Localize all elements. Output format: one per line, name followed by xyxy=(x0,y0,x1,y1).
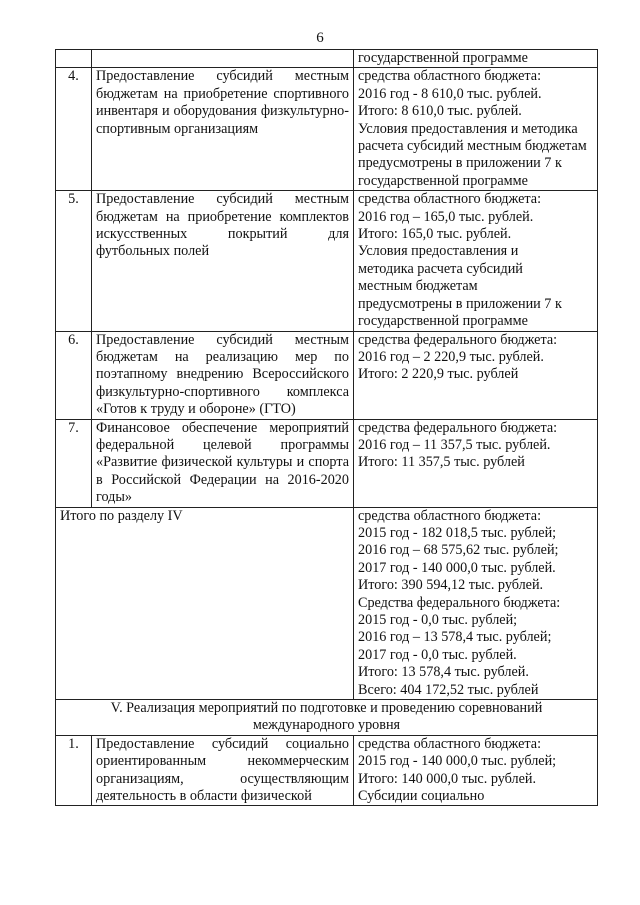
continuation-row xyxy=(56,50,598,68)
section-total-funding-line: 2016 год – 68 575,62 тыс. рублей; xyxy=(358,542,559,559)
table-funding-line: 2016 год - 8 610,0 тыс. рублей. xyxy=(358,85,542,102)
section-total-funding-line: Средства федерального бюджета: xyxy=(358,594,561,611)
table-row xyxy=(56,191,598,331)
section-total-funding-line: 2016 год – 13 578,4 тыс. рублей; xyxy=(358,629,552,646)
continuation-num-cell xyxy=(56,50,92,68)
section-item-row xyxy=(56,735,598,806)
section-item-funding-line: 2015 год - 140 000,0 тыс. рублей; xyxy=(358,753,557,770)
table-funding-line: Итого: 165,0 тыс. рублей. xyxy=(358,226,512,243)
section-total-funding-line: Итого: 13 578,4 тыс. рублей. xyxy=(358,664,529,681)
section-item-funding-line: Итого: 140 000,0 тыс. рублей. xyxy=(358,770,537,787)
table-row xyxy=(56,68,598,191)
section-item-funding-line: средства областного бюджета: xyxy=(358,735,542,752)
table-funding xyxy=(354,68,598,191)
continuation-fin-cell: государственной программе xyxy=(354,50,598,68)
table-description xyxy=(92,68,354,191)
table-funding-line: 2016 год – 2 220,9 тыс. рублей. xyxy=(358,348,544,365)
table-funding-line: Итого: 2 220,9 тыс. рублей xyxy=(358,366,519,383)
section-total-funding-line: 2015 год - 0,0 тыс. рублей; xyxy=(358,612,518,628)
table-funding-line: средства областного бюджета: xyxy=(358,68,542,85)
program-table xyxy=(55,49,598,806)
section-total-funding-line: Итого: 390 594,12 тыс. рублей. xyxy=(358,577,544,594)
table-description xyxy=(92,331,354,419)
table-description-text: Предоставление субсидий местным бюджетам на приобретение спортивного инвентаря и оборудования физкультурно-спортивным организациям xyxy=(96,68,349,137)
section-heading: V. Реализация мероприятий по подготовке и проведению соревнований международного уровня xyxy=(56,700,598,736)
section-total-row xyxy=(56,507,598,699)
table-funding-line: 2016 год – 165,0 тыс. рублей. xyxy=(358,208,534,225)
section-total-funding-line: средства областного бюджета: xyxy=(358,507,542,524)
table-funding-line: средства федерального бюджета: xyxy=(358,331,558,348)
table-funding xyxy=(354,331,598,419)
table-row xyxy=(56,419,598,507)
table-funding-line: Итого: 8 610,0 тыс. рублей. xyxy=(358,103,522,120)
section-total-label: Итого по разделу IV xyxy=(56,507,354,699)
section-item-number: 1. xyxy=(56,735,92,806)
continuation-desc-cell xyxy=(92,50,354,68)
section-total-funding-line: 2015 год - 182 018,5 тыс. рублей; xyxy=(358,524,557,541)
table-funding-line: местным бюджетам xyxy=(358,278,478,295)
table-funding-line: методика расчета субсидий xyxy=(358,260,523,277)
program-table-body xyxy=(56,50,598,806)
table-number: 6. xyxy=(56,331,92,419)
table-funding xyxy=(354,419,598,507)
table-description-text: Предоставление субсидий местным бюджетам на реализацию мер по поэтапному внедрению Всероссийского физкультурно-спортивного комплекса «Готов к труду и обороне» (ГТО) xyxy=(96,331,349,418)
table-row xyxy=(56,331,598,419)
page-number: 6 xyxy=(316,30,324,46)
table-number: 5. xyxy=(56,191,92,331)
section-heading-row xyxy=(56,700,598,736)
table-description-text: Предоставление субсидий местным бюджетам на приобретение комплектов искусственных покрытий для футбольных полей xyxy=(96,191,349,260)
section-total-funding xyxy=(354,507,598,699)
table-number: 7. xyxy=(56,419,92,507)
table-funding xyxy=(354,191,598,331)
section-total-funding-line: Всего: 404 172,52 тыс. рублей xyxy=(358,681,539,698)
table-funding-line: средства областного бюджета: xyxy=(358,191,542,208)
table-description xyxy=(92,191,354,331)
section-total-funding-line: 2017 год - 0,0 тыс. рублей. xyxy=(358,646,517,663)
table-number: 4. xyxy=(56,68,92,191)
table-funding-line: средства федерального бюджета: xyxy=(358,419,558,436)
table-funding-line: предусмотрены в приложении 7 к xyxy=(358,295,562,312)
table-description-text: Финансовое обеспечение мероприятий федеральной целевой программы «Развитие физической культуры и спорта в Российской Федерации на 2016-2020 годы» xyxy=(96,419,349,506)
table-funding-line: Условия предоставления и методика расчета субсидий местным бюджетам предусмотрены в приложении 7 к государственной программе xyxy=(358,120,587,189)
section-total-funding-line: 2017 год - 140 000,0 тыс. рублей. xyxy=(358,559,556,576)
section-item-description xyxy=(92,735,354,806)
section-item-description-text: Предоставление субсидий социально ориентированным некоммерческим организациям, осуществляющим деятельность в области физической xyxy=(96,735,349,805)
section-item-funding-line: Субсидии социально xyxy=(358,788,485,805)
table-description xyxy=(92,419,354,507)
section-item-funding xyxy=(354,735,598,806)
table-funding-line: государственной программе xyxy=(358,313,528,330)
table-funding-line: Итого: 11 357,5 тыс. рублей xyxy=(358,454,525,471)
table-funding-line: Условия предоставления и xyxy=(358,243,519,260)
table-funding-line: 2016 год – 11 357,5 тыс. рублей. xyxy=(358,436,551,453)
